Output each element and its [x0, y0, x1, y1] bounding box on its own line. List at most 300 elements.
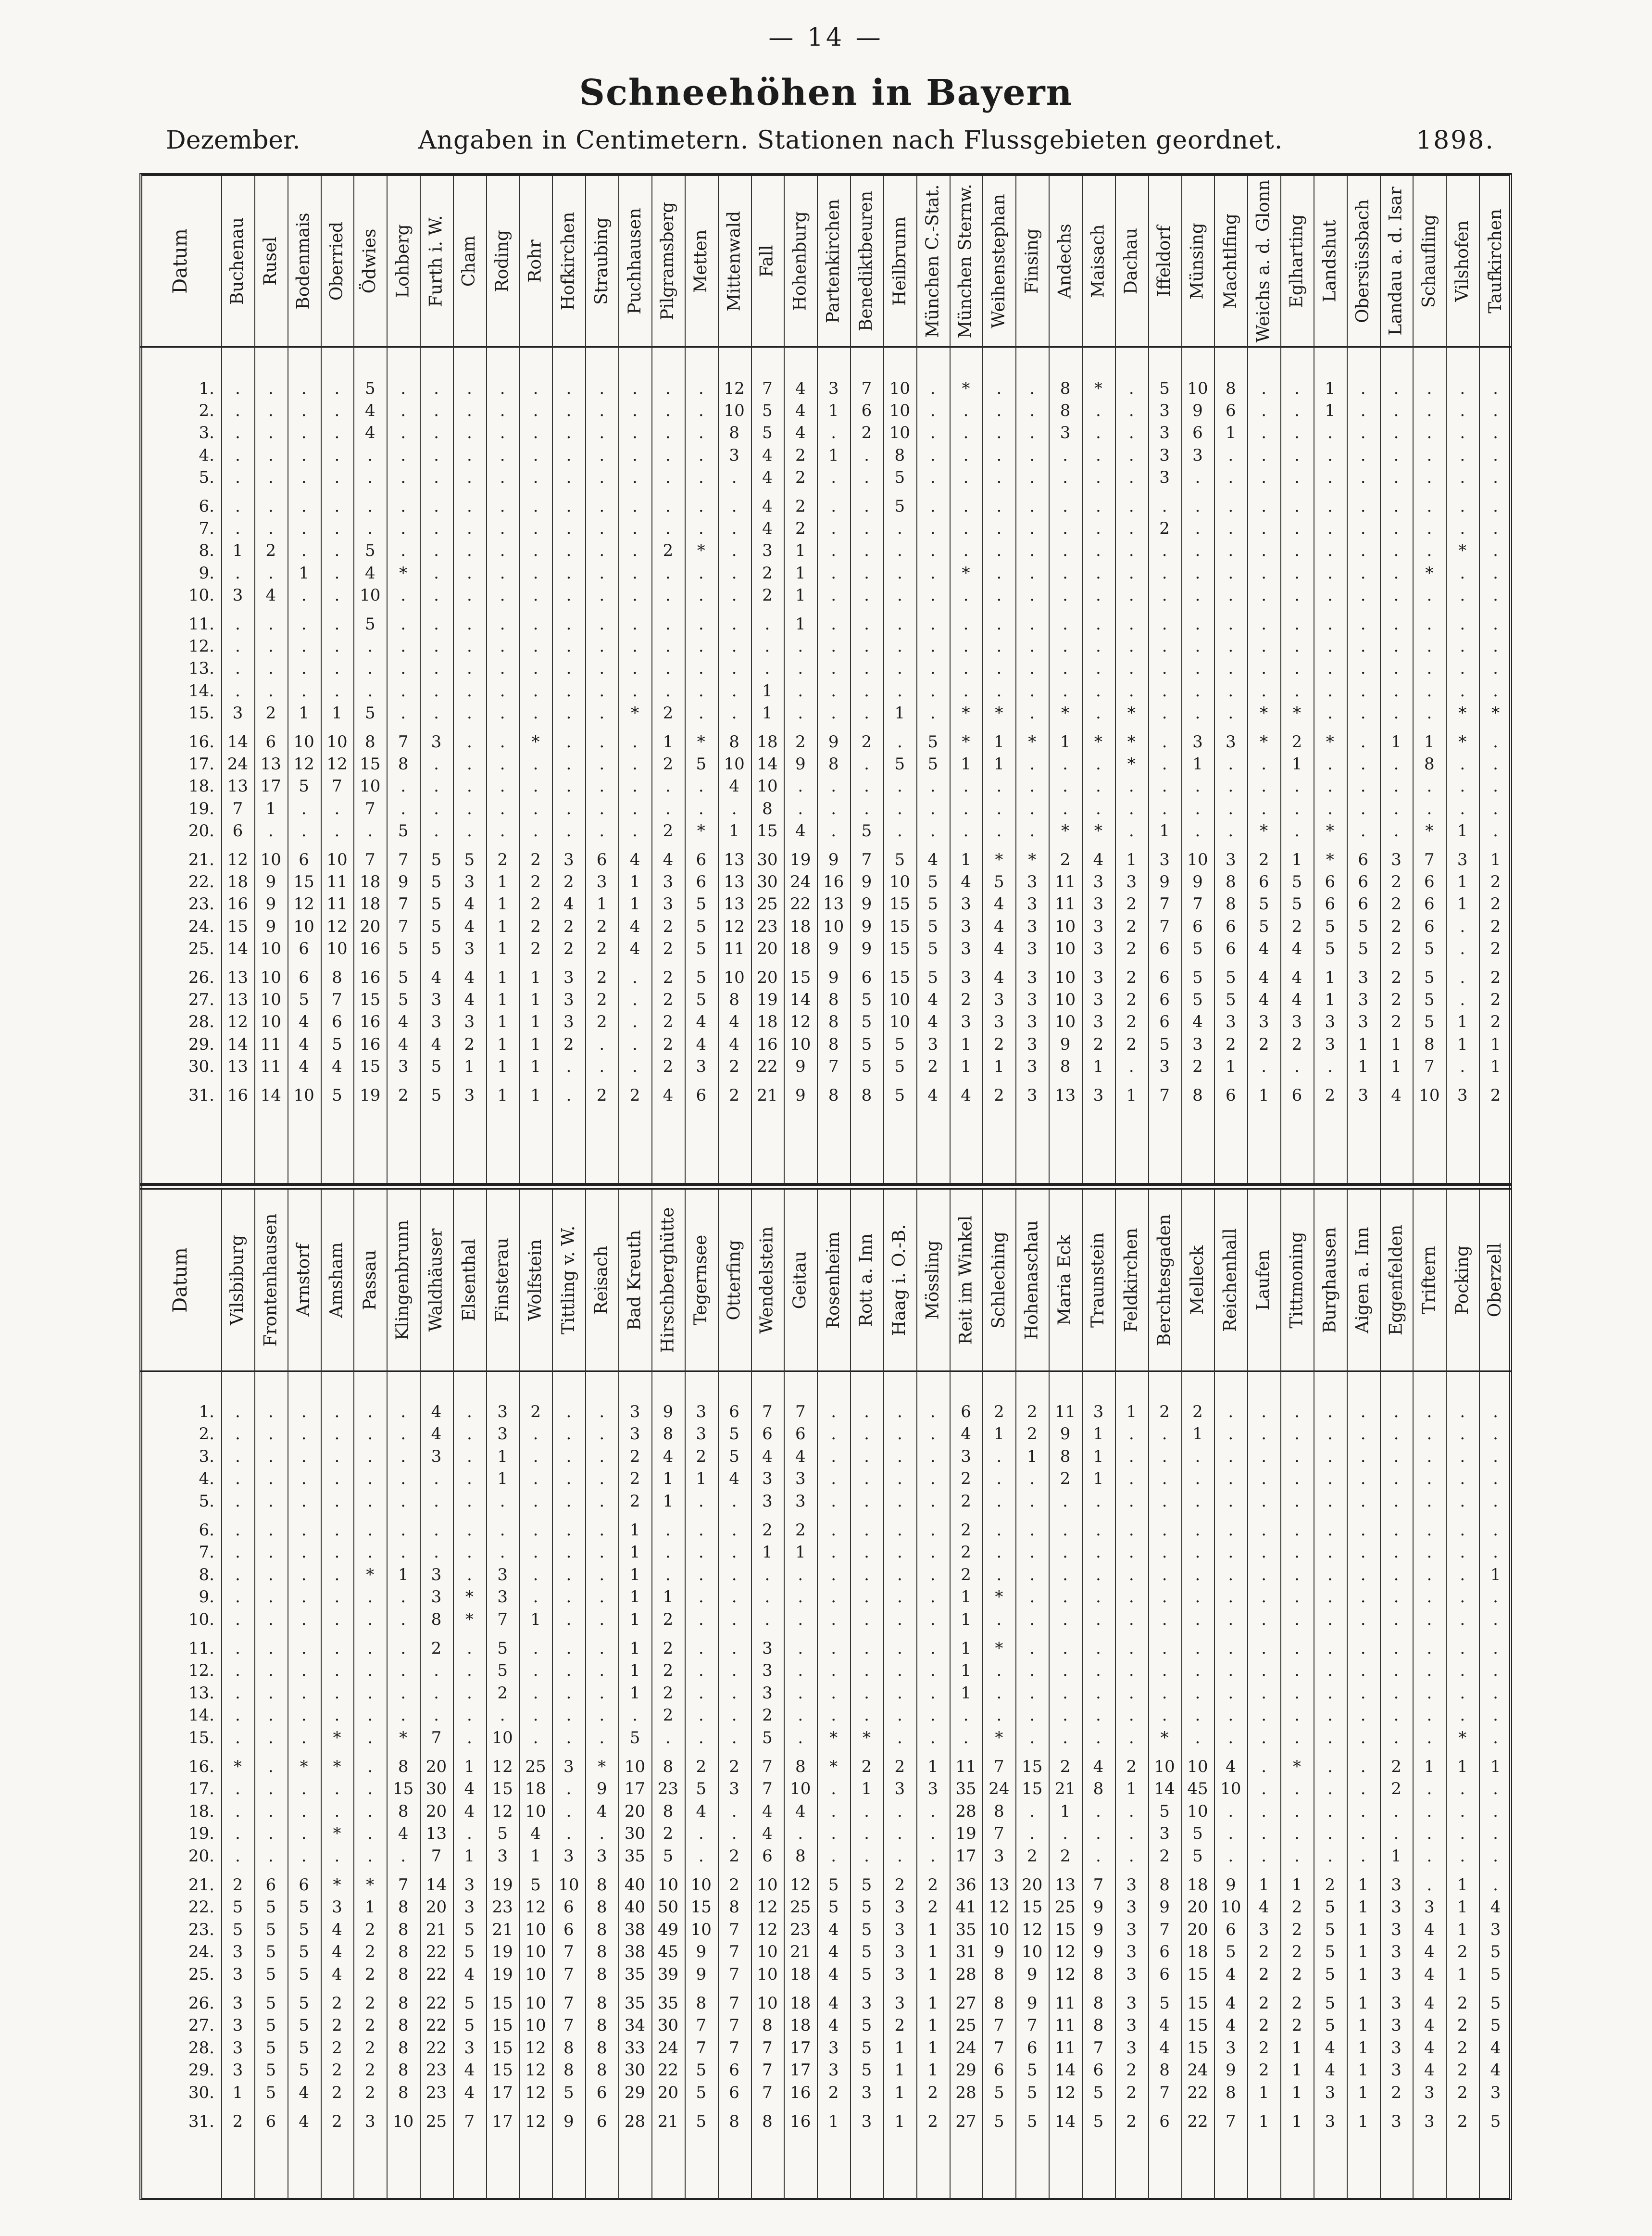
value-cell: .: [1360, 497, 1366, 516]
value-cell: .: [831, 1543, 837, 1562]
value-cell: .: [1460, 917, 1465, 936]
value-cell: 5: [299, 1994, 309, 2013]
date-cell: 18.: [188, 1801, 214, 1821]
lower-station-column: [453, 1190, 486, 2199]
value-cell: .: [566, 1543, 572, 1562]
value-cell: 3: [1093, 1402, 1104, 1421]
value-cell: .: [466, 497, 472, 516]
value-cell: 3: [431, 1012, 442, 1032]
date-cell: 30.: [188, 1056, 214, 1076]
value-cell: .: [566, 1801, 572, 1821]
value-cell: .: [367, 1424, 373, 1444]
value-cell: 1: [1291, 850, 1302, 869]
value-cell: .: [1261, 1846, 1267, 1866]
value-cell: .: [1096, 1661, 1101, 1681]
value-cell: 3: [1126, 1920, 1137, 1939]
value-cell: 2: [431, 1639, 442, 1658]
date-cell: 14.: [188, 681, 214, 701]
value-cell: .: [1493, 1639, 1498, 1658]
value-cell: .: [1294, 379, 1300, 398]
value-cell: .: [566, 1587, 572, 1607]
value-cell: 2: [663, 939, 674, 958]
lower-station-column: [1280, 1190, 1314, 2199]
value-cell: .: [930, 821, 936, 841]
value-cell: .: [1261, 519, 1267, 539]
value-cell: 5: [894, 1086, 905, 1105]
value-cell: 10: [889, 990, 910, 1010]
value-cell: .: [533, 681, 538, 701]
value-cell: 2: [961, 1565, 971, 1584]
value-cell: .: [301, 1520, 307, 1540]
value-cell: 5: [299, 2060, 309, 2080]
value-cell: *: [1127, 732, 1136, 752]
value-cell: 1: [663, 1587, 674, 1607]
lower-station-column: [1380, 1190, 1413, 2199]
value-cell: 25: [757, 894, 778, 914]
value-cell: .: [996, 1706, 1002, 1725]
value-cell: .: [1393, 541, 1399, 561]
value-cell: .: [1195, 1661, 1201, 1681]
value-cell: .: [930, 1491, 936, 1511]
value-cell: *: [399, 1728, 408, 1747]
station-name: Tittmoning: [1287, 1231, 1307, 1329]
value-cell: .: [334, 1801, 340, 1821]
value-cell: 2: [1126, 990, 1137, 1010]
value-cell: .: [334, 541, 340, 561]
value-cell: 25: [1054, 1897, 1076, 1917]
value-cell: 1: [663, 732, 674, 752]
value-cell: .: [864, 1824, 869, 1844]
value-cell: .: [632, 637, 638, 656]
value-cell: .: [1427, 615, 1432, 634]
value-cell: *: [366, 1875, 375, 1895]
value-cell: .: [1294, 541, 1300, 561]
value-cell: .: [1427, 401, 1432, 421]
value-cell: 8: [994, 1994, 1004, 2013]
value-cell: 3: [1026, 1012, 1038, 1032]
value-cell: .: [1360, 1706, 1366, 1725]
value-cell: 2: [1457, 1994, 1468, 2013]
value-cell: 10: [293, 917, 314, 936]
value-cell: .: [1096, 563, 1101, 583]
value-cell: .: [533, 799, 538, 818]
value-cell: 5: [1225, 990, 1236, 1010]
value-cell: .: [1128, 1728, 1134, 1747]
value-cell: .: [1493, 1728, 1498, 1747]
value-cell: .: [566, 1824, 572, 1844]
value-cell: .: [831, 659, 837, 678]
value-cell: .: [599, 467, 605, 487]
value-cell: 3: [1026, 872, 1038, 892]
value-cell: 15: [393, 1779, 414, 1799]
value-cell: .: [1195, 799, 1201, 818]
value-cell: 5: [994, 2112, 1004, 2131]
value-cell: 22: [426, 1994, 447, 2013]
value-cell: .: [235, 1846, 240, 1866]
value-cell: 2: [663, 1056, 674, 1076]
value-cell: .: [235, 1469, 240, 1489]
value-cell: *: [1028, 850, 1037, 869]
value-cell: 5: [696, 2083, 707, 2102]
value-cell: .: [1493, 467, 1498, 487]
value-cell: 8: [1060, 401, 1071, 421]
value-cell: .: [1195, 703, 1201, 723]
value-cell: .: [897, 1683, 902, 1703]
value-cell: 2: [795, 467, 806, 487]
value-cell: .: [566, 541, 572, 561]
value-cell: 1: [795, 615, 806, 634]
value-cell: 4: [1490, 1897, 1501, 1917]
value-cell: .: [1128, 1424, 1134, 1444]
value-cell: 4: [364, 563, 375, 583]
station-name: Vilshofen: [1452, 220, 1472, 302]
date-cell: 26.: [188, 968, 214, 987]
lower-station-column: [950, 1190, 983, 2199]
value-cell: 5: [265, 1964, 276, 1984]
value-cell: 23: [790, 1920, 811, 1939]
upper-station-column: [221, 176, 254, 1183]
value-cell: .: [367, 1706, 373, 1725]
value-cell: 4: [1424, 1942, 1435, 1962]
value-cell: 10: [525, 1920, 546, 1939]
value-cell: 16: [227, 894, 249, 914]
value-cell: .: [1493, 1469, 1498, 1489]
value-cell: 8: [994, 1964, 1004, 1984]
value-cell: .: [698, 1683, 704, 1703]
value-cell: 3: [1026, 917, 1038, 936]
value-cell: .: [1128, 1706, 1134, 1725]
value-cell: 6: [729, 2060, 739, 2080]
value-cell: 1: [629, 1661, 640, 1681]
value-cell: .: [1261, 1757, 1267, 1776]
station-name: Aigen a. Inn: [1353, 1227, 1373, 1333]
value-cell: .: [268, 1757, 274, 1776]
value-cell: 14: [757, 754, 778, 774]
value-cell: .: [301, 541, 307, 561]
value-cell: .: [764, 637, 770, 656]
value-cell: 12: [1054, 1942, 1076, 1962]
value-cell: 3: [1291, 1012, 1302, 1032]
value-cell: .: [268, 497, 274, 516]
value-cell: 3: [563, 990, 574, 1010]
value-cell: 6: [1159, 2112, 1170, 2131]
value-cell: .: [599, 732, 605, 752]
value-cell: 7: [1093, 2038, 1104, 2058]
station-header: [618, 1190, 651, 1370]
value-cell: 8: [828, 754, 839, 774]
value-cell: 5: [232, 1920, 243, 1939]
value-cell: 4: [729, 1469, 739, 1489]
value-cell: 5: [1093, 2112, 1104, 2131]
station-header: [387, 1190, 420, 1370]
value-cell: 2: [1126, 968, 1137, 987]
value-cell: .: [930, 1706, 936, 1725]
value-cell: .: [1063, 445, 1068, 465]
value-cell: .: [235, 1639, 240, 1658]
value-cell: 8: [596, 1964, 607, 1984]
value-cell: .: [235, 681, 240, 701]
station-name: Melleck: [1187, 1245, 1207, 1315]
value-cell: 8: [1060, 1446, 1071, 1466]
value-cell: 17: [624, 1779, 646, 1799]
value-cell: 12: [790, 1012, 811, 1032]
value-cell: 6: [1325, 872, 1336, 892]
value-cell: .: [1493, 777, 1498, 796]
value-cell: .: [1228, 1491, 1234, 1511]
value-cell: 6: [1225, 401, 1236, 421]
date-cell: 11.: [188, 615, 214, 634]
value-cell: .: [930, 423, 936, 443]
value-cell: 1: [530, 1086, 541, 1105]
value-cell: 5: [1258, 894, 1269, 914]
value-cell: 2: [1391, 990, 1402, 1010]
value-cell: 15: [1022, 1779, 1043, 1799]
value-cell: .: [533, 1661, 538, 1681]
value-cell: 3: [1026, 1086, 1038, 1105]
value-cell: 22: [790, 894, 811, 914]
upper-station-column: [1115, 176, 1148, 1183]
value-cell: 10: [293, 1086, 314, 1105]
value-cell: 14: [426, 1875, 447, 1895]
value-cell: 8: [828, 990, 839, 1010]
value-cell: .: [1228, 681, 1234, 701]
station-name: Feldkirchen: [1121, 1228, 1141, 1332]
value-cell: 18: [790, 1994, 811, 2013]
value-cell: 9: [828, 939, 839, 958]
value-cell: *: [1061, 821, 1070, 841]
date-cell: 29.: [188, 2060, 214, 2080]
value-cell: 4: [762, 519, 773, 539]
value-cell: .: [698, 1846, 704, 1866]
value-cell: 1: [828, 445, 839, 465]
value-cell: .: [1261, 1520, 1267, 1540]
value-cell: .: [996, 563, 1002, 583]
value-cell: 9: [1225, 1875, 1236, 1895]
datum-header: [139, 176, 221, 346]
value-cell: 1: [497, 917, 508, 936]
value-cell: .: [599, 1661, 605, 1681]
value-cell: .: [1327, 445, 1333, 465]
value-cell: .: [731, 585, 737, 605]
value-cell: .: [1162, 754, 1167, 774]
value-cell: .: [1427, 1565, 1432, 1584]
value-cell: 6: [762, 1846, 773, 1866]
value-cell: .: [930, 445, 936, 465]
value-cell: 5: [861, 1056, 872, 1076]
value-cell: .: [400, 1520, 406, 1540]
value-cell: 5: [364, 541, 375, 561]
upper-station-column: [1247, 176, 1280, 1183]
value-cell: .: [334, 1491, 340, 1511]
value-cell: 9: [1225, 2060, 1236, 2080]
value-cell: 3: [1258, 1012, 1269, 1032]
value-cell: .: [1493, 1846, 1498, 1866]
date-cell: 5.: [199, 467, 214, 487]
value-cell: .: [599, 659, 605, 678]
lower-station-column: [1181, 1190, 1214, 2199]
value-cell: .: [1063, 563, 1068, 583]
value-cell: 5: [696, 939, 707, 958]
value-cell: .: [1393, 1424, 1399, 1444]
value-cell: *: [399, 563, 408, 583]
value-cell: 1: [961, 754, 971, 774]
value-cell: .: [1294, 1639, 1300, 1658]
value-cell: .: [334, 585, 340, 605]
lower-station-column: [585, 1190, 618, 2199]
value-cell: .: [400, 1706, 406, 1725]
value-cell: .: [897, 563, 902, 583]
value-cell: .: [1128, 1446, 1134, 1466]
value-cell: 6: [762, 1424, 773, 1444]
value-cell: .: [1327, 563, 1333, 583]
value-cell: .: [632, 1034, 638, 1054]
value-cell: .: [1393, 1683, 1399, 1703]
value-cell: 6: [299, 850, 309, 869]
value-cell: .: [1228, 799, 1234, 818]
value-cell: 3: [464, 2038, 475, 2058]
value-cell: *: [995, 850, 1003, 869]
value-cell: 6: [332, 1012, 342, 1032]
value-cell: 8: [1159, 1875, 1170, 1895]
value-cell: .: [1427, 1639, 1432, 1658]
upper-station-column: [1380, 176, 1413, 1183]
value-cell: .: [930, 379, 936, 398]
value-cell: .: [400, 497, 406, 516]
value-cell: 11: [326, 872, 348, 892]
value-cell: 2: [861, 1757, 872, 1776]
value-cell: .: [599, 445, 605, 465]
value-cell: 5: [1325, 939, 1336, 958]
value-cell: 5: [265, 1920, 276, 1939]
value-cell: .: [400, 659, 406, 678]
value-cell: 3: [762, 1469, 773, 1489]
value-cell: 4: [663, 1446, 674, 1466]
value-cell: .: [632, 1012, 638, 1032]
value-cell: .: [1460, 799, 1465, 818]
value-cell: .: [963, 1706, 969, 1725]
value-cell: .: [1128, 799, 1134, 818]
upper-station-column: [1446, 176, 1479, 1183]
value-cell: 6: [232, 821, 243, 841]
value-cell: 10: [757, 1942, 778, 1962]
value-cell: 7: [431, 1728, 442, 1747]
station-header: [1148, 176, 1181, 346]
value-cell: 1: [1325, 401, 1336, 421]
value-cell: 3: [232, 1942, 243, 1962]
value-cell: 9: [1093, 1942, 1104, 1962]
value-cell: 3: [1093, 894, 1104, 914]
station-name: Andechs: [1055, 224, 1075, 299]
value-cell: 1: [497, 968, 508, 987]
value-cell: .: [301, 1446, 307, 1466]
value-cell: 15: [492, 2016, 513, 2035]
value-cell: .: [1096, 445, 1101, 465]
value-cell: *: [995, 1587, 1003, 1607]
value-cell: .: [301, 1565, 307, 1584]
value-cell: .: [1228, 1424, 1234, 1444]
value-cell: 2: [1457, 2038, 1468, 2058]
value-cell: 35: [624, 1964, 646, 1984]
value-cell: .: [963, 423, 969, 443]
value-cell: 3: [364, 2112, 375, 2131]
value-cell: 2: [1126, 2112, 1137, 2131]
value-cell: 15: [1022, 1897, 1043, 1917]
value-cell: 2: [1192, 1402, 1203, 1421]
value-cell: *: [1458, 732, 1467, 752]
value-cell: 5: [1258, 917, 1269, 936]
value-cell: *: [697, 732, 705, 752]
value-cell: .: [897, 659, 902, 678]
value-cell: .: [1360, 1846, 1366, 1866]
value-cell: 4: [762, 1824, 773, 1844]
station-name: Oberzell: [1485, 1243, 1505, 1318]
value-cell: 13: [1054, 1875, 1076, 1895]
value-cell: 5: [696, 2112, 707, 2131]
value-cell: .: [1393, 754, 1399, 774]
station-name: Traunstein: [1088, 1232, 1108, 1328]
value-cell: 3: [596, 872, 607, 892]
value-cell: 14: [227, 732, 249, 752]
value-cell: .: [831, 777, 837, 796]
value-cell: .: [599, 1543, 605, 1562]
value-cell: *: [1458, 703, 1467, 723]
value-cell: 9: [861, 894, 872, 914]
value-cell: .: [1493, 541, 1498, 561]
value-cell: 5: [398, 990, 409, 1010]
value-cell: .: [831, 1446, 837, 1466]
value-cell: 20: [757, 968, 778, 987]
value-cell: 17: [790, 2060, 811, 2080]
value-cell: .: [1063, 1824, 1068, 1844]
value-cell: 5: [994, 872, 1004, 892]
station-header: [486, 1190, 519, 1370]
value-cell: .: [1228, 1846, 1234, 1866]
station-name: Schaufling: [1419, 214, 1439, 308]
value-cell: 1: [1291, 2038, 1302, 2058]
value-cell: 3: [961, 939, 971, 958]
value-cell: .: [632, 659, 638, 678]
value-cell: .: [1393, 1402, 1399, 1421]
value-cell: .: [500, 777, 505, 796]
value-cell: .: [897, 1824, 902, 1844]
value-cell: 19: [492, 1875, 513, 1895]
date-cell: 9.: [199, 563, 214, 583]
value-cell: .: [1195, 519, 1201, 539]
value-cell: .: [1195, 1728, 1201, 1747]
value-cell: .: [1162, 585, 1167, 605]
station-header: [1082, 1190, 1115, 1370]
value-cell: .: [897, 1706, 902, 1725]
date-cell: 5.: [199, 1491, 214, 1511]
value-cell: 8: [398, 2060, 409, 2080]
value-cell: .: [1294, 659, 1300, 678]
value-cell: 1: [927, 2038, 938, 2058]
value-cell: .: [1360, 1543, 1366, 1562]
station-name: Eggenfelden: [1386, 1224, 1406, 1336]
value-cell: .: [1128, 519, 1134, 539]
value-cell: 10: [360, 585, 381, 605]
value-cell: 2: [1291, 1034, 1302, 1054]
value-cell: 24: [989, 1779, 1010, 1799]
value-cell: 3: [663, 872, 674, 892]
value-cell: .: [268, 1661, 274, 1681]
value-cell: 7: [1424, 1056, 1435, 1076]
value-cell: .: [864, 1424, 869, 1444]
value-cell: .: [632, 563, 638, 583]
value-cell: 1: [1291, 2083, 1302, 2102]
value-cell: 1: [927, 1994, 938, 2013]
value-cell: 1: [530, 1056, 541, 1076]
